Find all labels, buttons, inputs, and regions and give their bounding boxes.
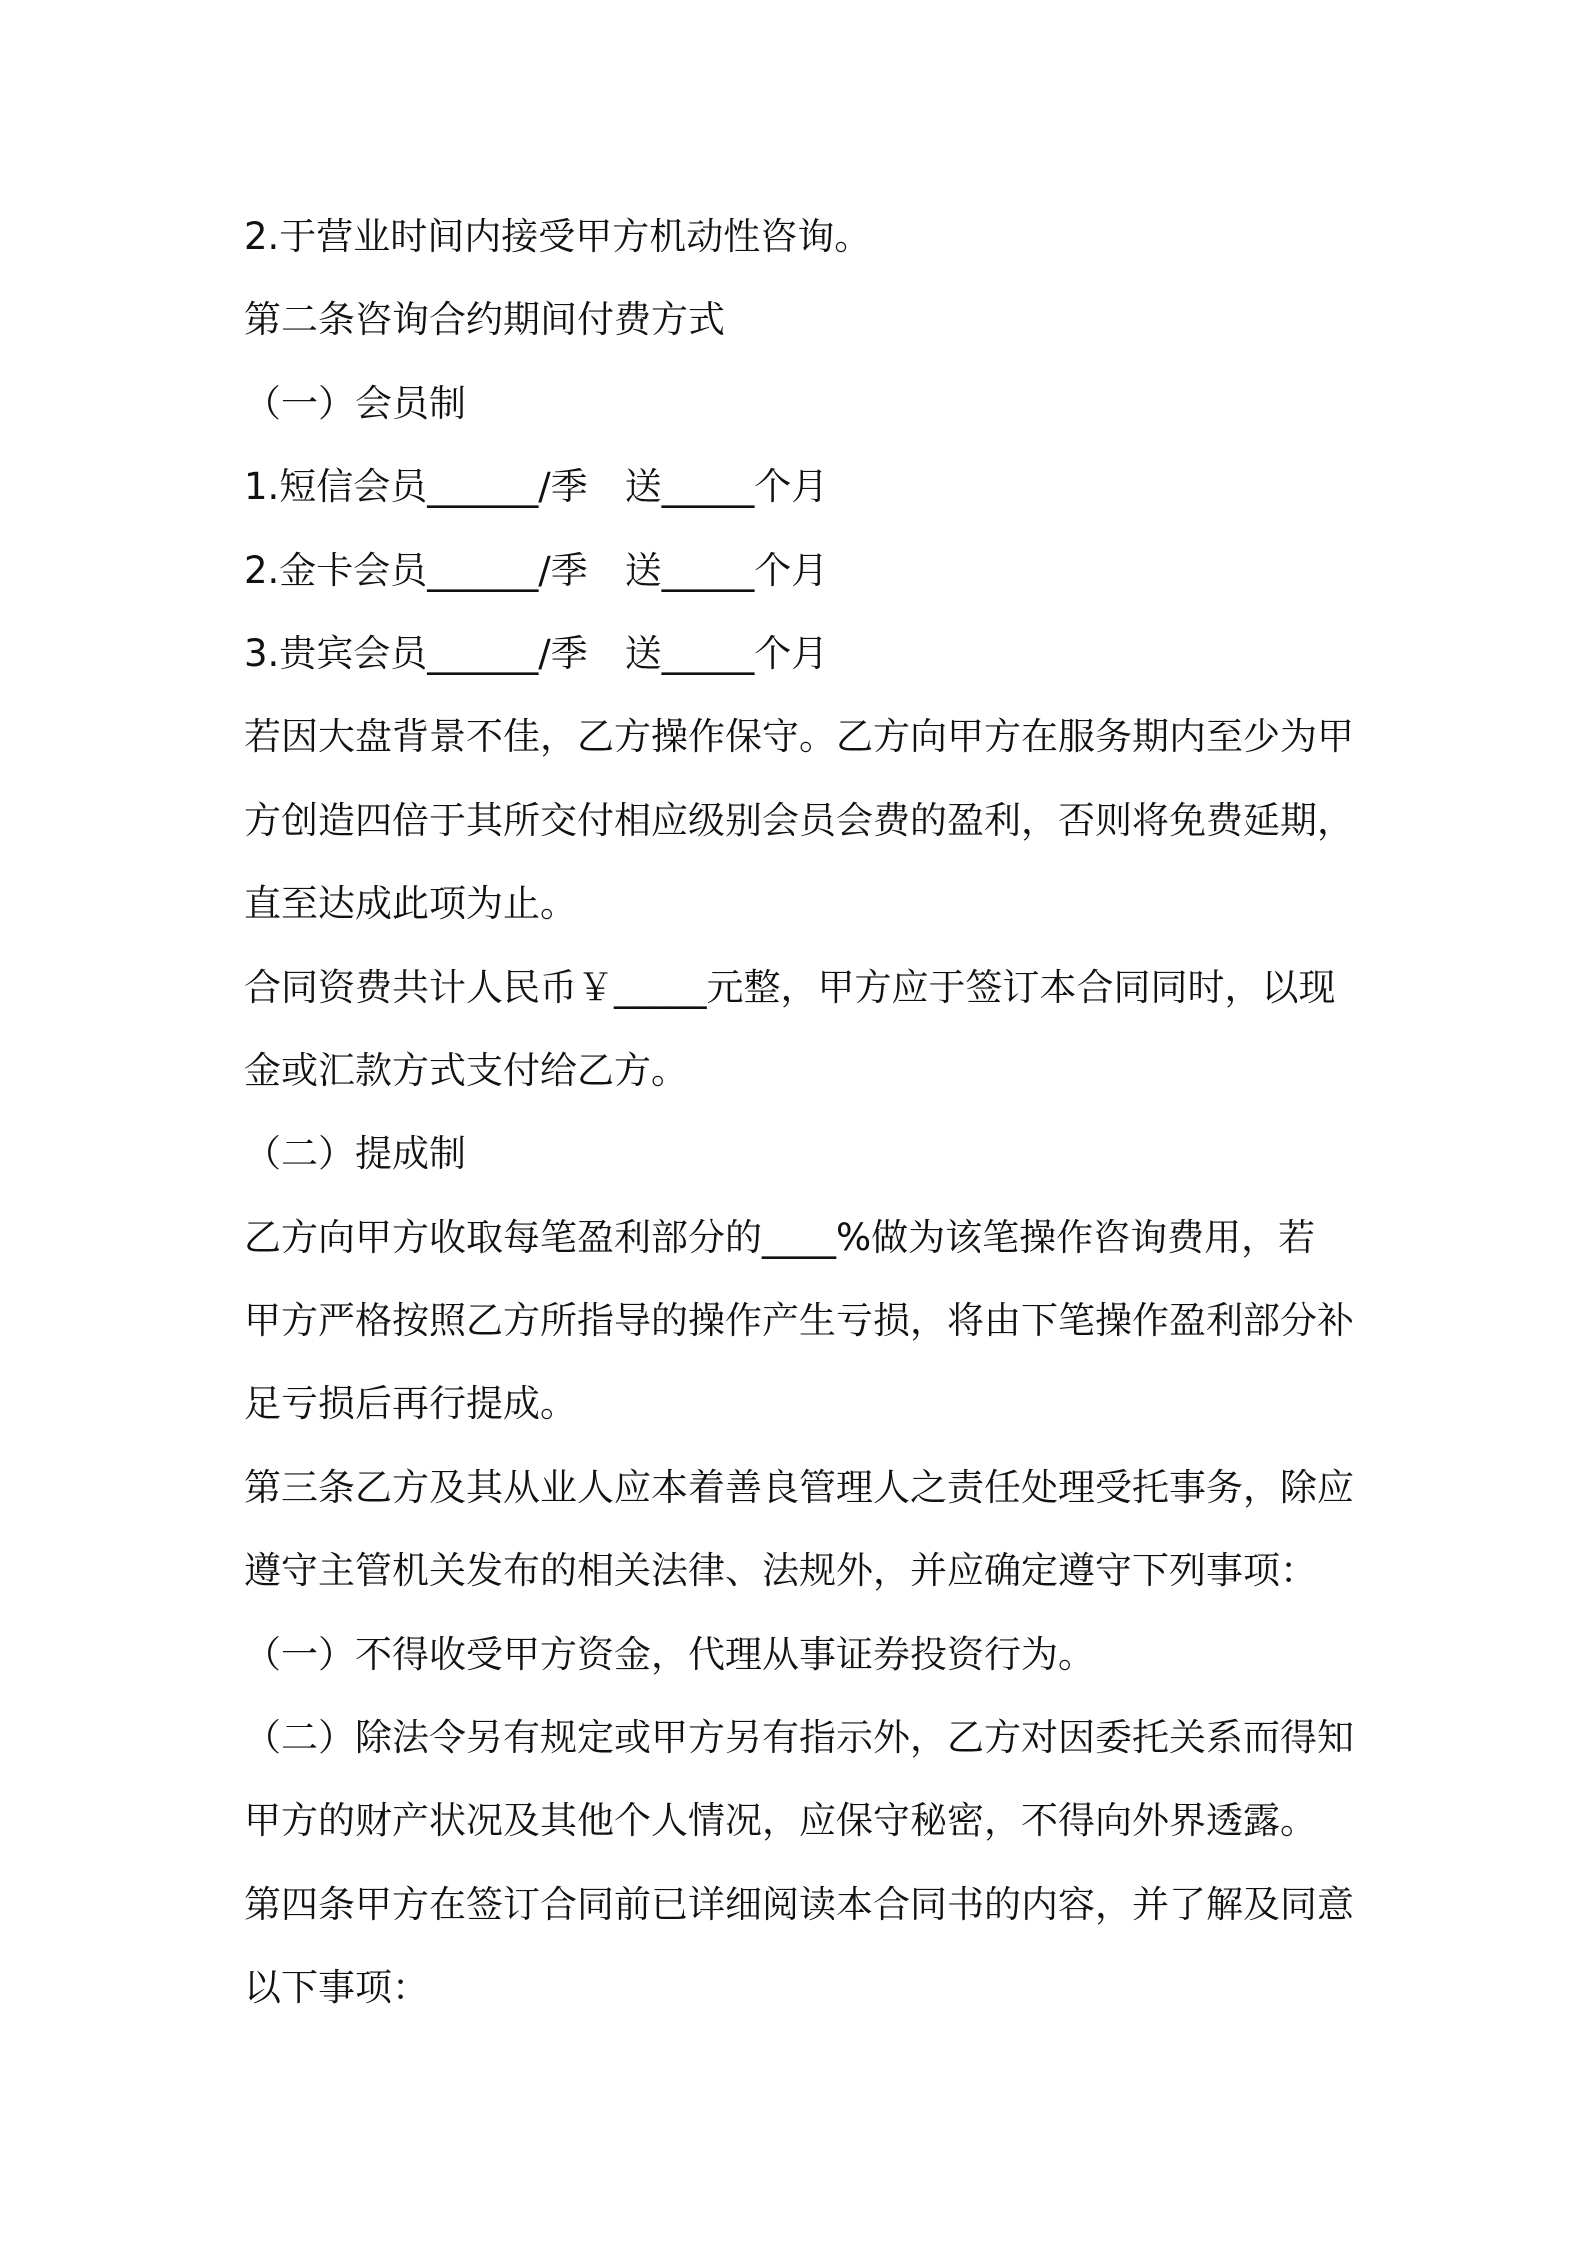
line-commission-b: 甲方严格按照乙方所指导的操作产生亏损，将由下笔操作盈利部分补	[244, 1299, 1354, 1343]
line-service-hours: 2.于营业时间内接受甲方机动性咨询。	[244, 215, 872, 258]
line-article-3-item-1: （一）不得收受甲方资金，代理从事证券投资行为。	[244, 1632, 1095, 1676]
line-fee-total-a: 合同资费共计人民币￥_____元整，甲方应于签订本合同同时，以现	[244, 965, 1336, 1009]
line-paragraph-1-b: 方创造四倍于其所交付相应级别会员会费的盈利，否则将免费延期，	[244, 798, 1354, 842]
line-article-4-a: 第四条甲方在签订合同前已详细阅读本合同书的内容，并了解及同意	[244, 1882, 1354, 1926]
line-article-3-item-2-a: （二）除法令另有规定或甲方另有指示外，乙方对因委托关系而得知	[244, 1716, 1354, 1760]
line-sms-member: 1.短信会员______/季 送_____个月	[244, 465, 829, 509]
line-paragraph-1-a: 若因大盘背景不佳，乙方操作保守。乙方向甲方在服务期内至少为甲	[244, 715, 1354, 759]
line-article-4-b: 以下事项：	[244, 1966, 429, 2010]
line-membership-heading: （一）会员制	[244, 381, 466, 425]
line-article-3-b: 遵守主管机关发布的相关法律、法规外，并应确定遵守下列事项：	[244, 1549, 1317, 1593]
line-fee-total-b: 金或汇款方式支付给乙方。	[244, 1048, 688, 1092]
line-paragraph-1-c: 直至达成此项为止。	[244, 882, 577, 926]
line-vip-member: 3.贵宾会员______/季 送_____个月	[244, 631, 829, 675]
line-gold-member: 2.金卡会员______/季 送_____个月	[244, 548, 829, 592]
contract-text-block	[244, 195, 1364, 2030]
line-article-2-heading: 第二条咨询合约期间付费方式	[244, 298, 725, 342]
line-commission-heading: （二）提成制	[244, 1132, 466, 1176]
line-commission-c: 足亏损后再行提成。	[244, 1382, 577, 1426]
line-commission-a: 乙方向甲方收取每笔盈利部分的____%做为该笔操作咨询费用，若	[244, 1215, 1316, 1259]
line-article-3-item-2-b: 甲方的财产状况及其他个人情况，应保守秘密，不得向外界透露。	[244, 1799, 1317, 1843]
line-article-3-a: 第三条乙方及其从业人应本着善良管理人之责任处理受托事务，除应	[244, 1465, 1354, 1509]
